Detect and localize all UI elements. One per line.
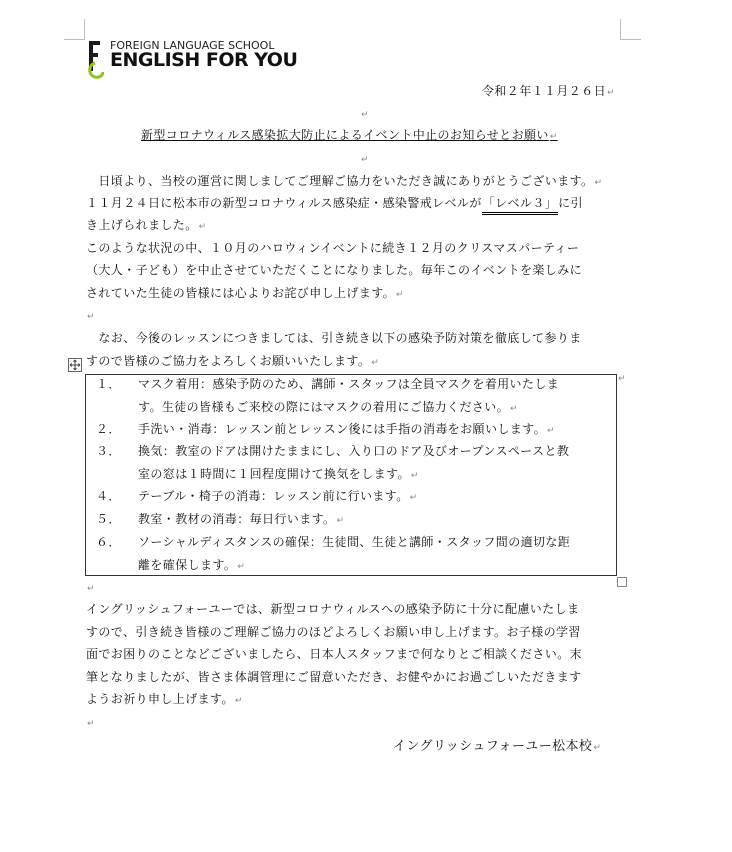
list-item-number: ３． (96, 444, 121, 458)
table-move-handle[interactable] (68, 358, 82, 372)
empty-paragraph: ↵ (87, 312, 95, 322)
logo-title: ENGLISH FOR YOU (110, 49, 298, 71)
empty-paragraph: ↵ (361, 110, 369, 120)
list-item-text: マスク着用：感染予防のため、講師・スタッフは全員マスクを着用いたしま (138, 377, 560, 391)
paragraph-line: き上げられました。↵ (86, 218, 207, 232)
signature: イングリッシュフォーユー松本校↵ (393, 739, 602, 754)
list-item-text: 離を確保します。↵ (138, 558, 246, 572)
document-title: 新型コロナウィルス感染拡大防止によるイベント中止のお知らせとお願い↵ (141, 128, 558, 142)
alert-level-highlight: 「レベル３」 (482, 194, 558, 215)
list-item-number: ６． (96, 535, 121, 549)
paragraph-line: イングリッシュフォーユーでは、新型コロナウィルスへの感染予防に十分に配慮いたしま (86, 602, 580, 616)
list-item-text: 手洗い・消毒：レッスン前とレッスン後には手指の消毒をお願いします。↵ (138, 422, 555, 436)
paragraph-line: 日頃より、当校の運営に関しましてご理解ご協力をいただき誠にありがとうございます。↵ (86, 174, 603, 188)
table-resize-handle[interactable] (617, 577, 627, 587)
paragraph-line: 筆となりましたが、皆さま体調管理にご留意いただき、お健やかにお過ごしいただきます (86, 670, 582, 684)
list-item-text: 換気：教室のドアは開けたままにし、入り口のドア及びオープンスペースと教 (138, 444, 570, 458)
list-item-number: ５． (96, 512, 121, 526)
empty-paragraph: ↵ (87, 584, 95, 594)
list-item-text: テーブル・椅子の消毒：レッスン前に行います。↵ (138, 489, 418, 503)
paragraph-line: このような状況の中、１０月のハロウィンイベントに続き１２月のクリスマスパーティー (86, 241, 580, 255)
list-item-number: ４． (96, 489, 121, 503)
margin-corner-top-left (64, 19, 85, 40)
list-item-text: 教室・教材の消毒：毎日行います。↵ (138, 512, 345, 526)
list-item-text: ソーシャルディスタンスの確保：生徒間、生徒と講師・スタッフ間の適切な距 (138, 535, 571, 549)
empty-paragraph: ↵ (361, 155, 369, 165)
paragraph-line: 面でお困りのことなどございましたら、日本人スタッフまで何なりとご相談ください。末 (86, 647, 583, 661)
paragraph-line: されていた生徒の皆様には心よりお詫び申し上げます。↵ (86, 286, 404, 300)
list-item-text: 室の窓は１時間に１回程度開けて換気をします。↵ (138, 467, 419, 481)
logo-mark-icon (86, 39, 104, 79)
paragraph-line: ようお祈り申し上げます。↵ (86, 692, 243, 706)
move-arrows-icon (69, 359, 81, 371)
paragraph-line: すので、引き続き皆様のご理解ご協力のほどよろしくお願い申し上げます。お子様の学習 (86, 625, 581, 639)
list-item-text: す。生徒の皆様もご来校の際にはマスクの着用にご協力ください。↵ (138, 400, 518, 414)
document-date: 令和２年１１月２６日↵ (482, 84, 615, 98)
paragraph-line: すので皆様のご協力をよろしくお願いいたします。↵ (86, 354, 380, 368)
paragraph-line: （大人・子ども）を中止させていただくことになりました。毎年このイベントを楽しみに (86, 263, 583, 277)
paragraph-line: なお、今後のレッスンにつきましては、引き続き以下の感染予防対策を徹底して参りま (86, 331, 582, 345)
margin-corner-top-right (620, 19, 641, 40)
paragraph-line: １１月２４日に松本市の新型コロナウィルス感染症・感染警戒レベルが「レベル３」に引 (86, 194, 583, 215)
end-of-cell-mark: ↵ (618, 374, 626, 384)
empty-paragraph: ↵ (87, 719, 95, 729)
list-item-number: ２． (96, 422, 121, 436)
logo-subtitle: FOREIGN LANGUAGE SCHOOL (110, 39, 275, 52)
list-item-number: １． (96, 377, 121, 391)
